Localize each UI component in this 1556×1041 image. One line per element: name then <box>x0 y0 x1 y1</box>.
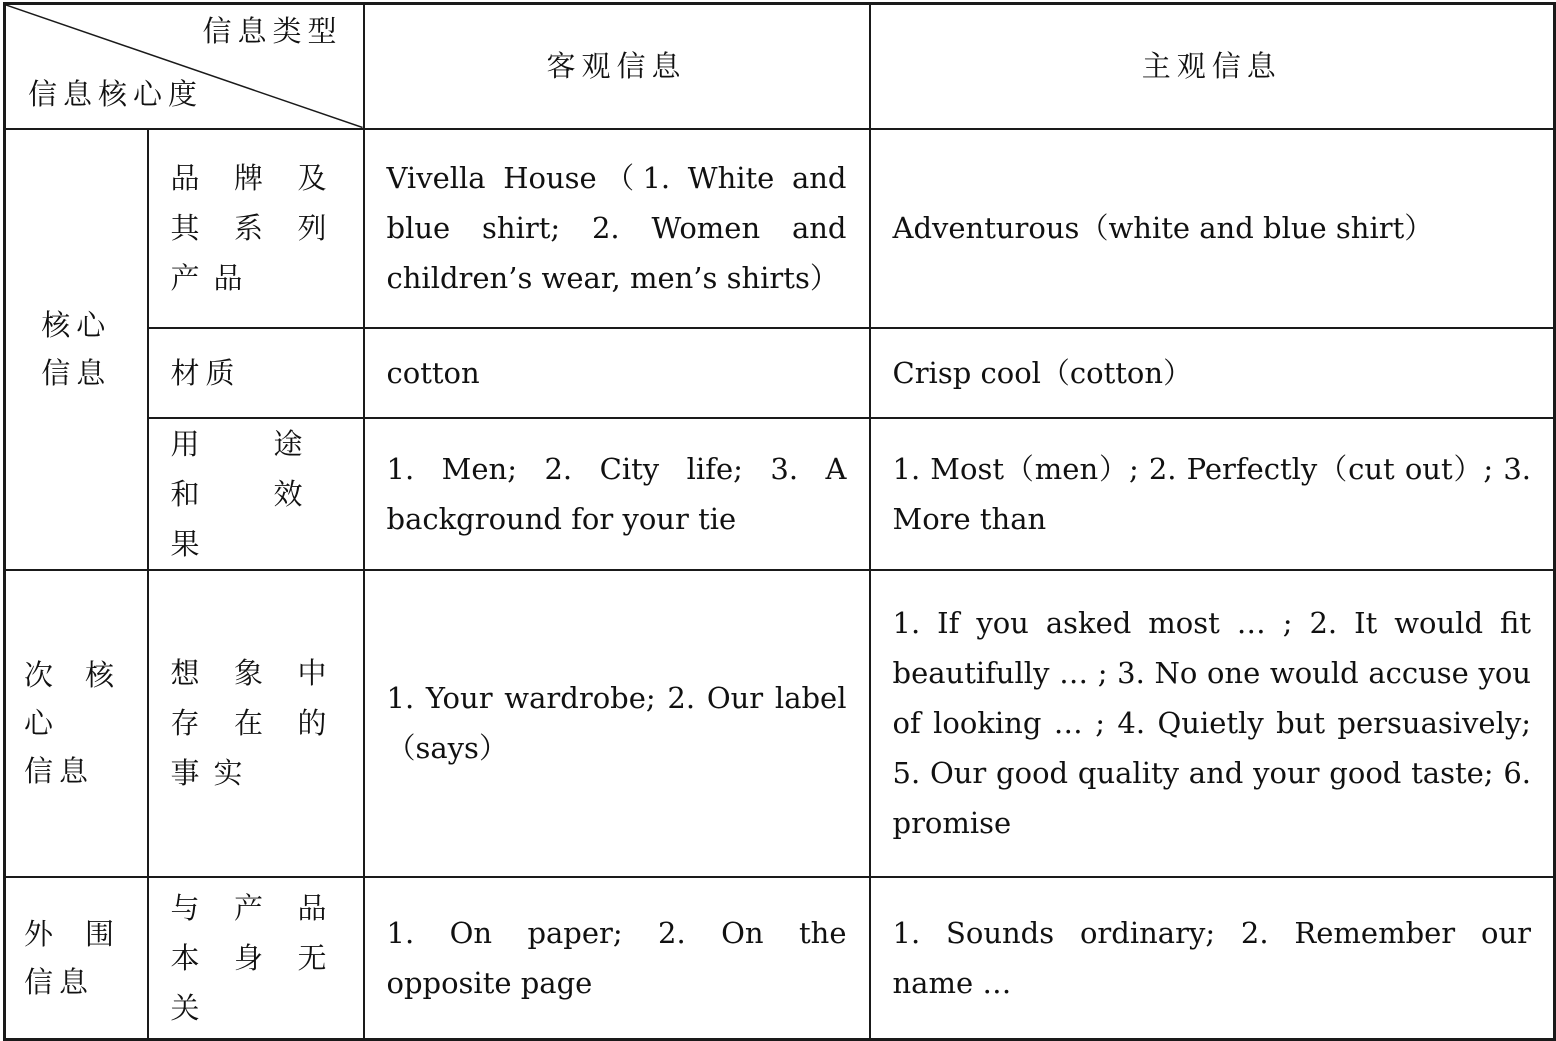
subjective-info-header: 主观信息 <box>870 4 1555 129</box>
peripheral-info-group-label <box>5 877 148 1040</box>
category-material-cell: 材质 <box>148 328 364 418</box>
category-unrelated-cell: 与产品本身无关 <box>148 877 364 1040</box>
core-group-line2: 信息 <box>41 356 112 390</box>
peripheral-group-line1-char2: 围 <box>85 916 115 951</box>
info-type-label: 信息类型 <box>202 14 343 48</box>
subcore-group-line1 <box>24 651 129 699</box>
category-imagined-fact-cell: 想象中存在的事实 <box>148 570 364 877</box>
objective-material-cell: cotton <box>364 328 870 418</box>
subcore-info-group-label <box>5 570 148 877</box>
information-core-table <box>3 2 1556 1041</box>
table-row <box>5 570 1555 877</box>
peripheral-group-line2: 信息 <box>24 964 95 999</box>
category-usage-cell: 用途和效果 <box>148 418 364 570</box>
objective-brand-cell: Vivella House（1. White and blue shirt; 2. Women and children’s wear, men’s shirts） <box>364 129 870 328</box>
table-row <box>5 418 1555 570</box>
table-header-row <box>5 4 1555 129</box>
objective-unrelated-cell: 1. On paper; 2. On the opposite page <box>364 877 870 1040</box>
subcore-group-line1-char2: 核 <box>85 658 115 692</box>
table-row <box>5 877 1555 1040</box>
core-group-line1: 核心 <box>41 308 112 342</box>
subjective-imagined-fact-cell: 1. If you asked most … ; 2. It would fit beautifully … ; 3. No one would accuse you of looking … ; 4. Quietly but persuasively; 5. Our good quality and your good taste; 6. promise <box>870 570 1555 877</box>
objective-imagined-fact-cell: 1. Your wardrobe; 2. Our label（says） <box>364 570 870 877</box>
subcore-group-line3: 信息 <box>24 754 95 788</box>
subcore-group-line1-char1: 次 <box>24 658 54 692</box>
objective-info-header: 客观信息 <box>364 4 870 129</box>
objective-usage-cell: 1. Men; 2. City life; 3. A background for your tie <box>364 418 870 570</box>
diagonal-header-cell <box>5 4 364 129</box>
info-core-degree-label: 信息核心度 <box>28 76 204 111</box>
subjective-usage-cell: 1. Most（men）; 2. Perfectly（cut out）; 3. More than <box>870 418 1555 570</box>
core-info-group-label <box>5 129 148 570</box>
peripheral-group-line1-char1: 外 <box>24 916 54 951</box>
category-brand-cell: 品牌及其系列产品 <box>148 129 364 328</box>
table-row <box>5 129 1555 328</box>
table-row <box>5 328 1555 418</box>
subjective-brand-cell: Adventurous（white and blue shirt） <box>870 129 1555 328</box>
peripheral-group-line1 <box>24 910 129 958</box>
subjective-unrelated-cell: 1. Sounds ordinary; 2. Remember our name … <box>870 877 1555 1040</box>
subcore-group-line2: 心 <box>24 706 54 740</box>
subjective-material-cell: Crisp cool（cotton） <box>870 328 1555 418</box>
